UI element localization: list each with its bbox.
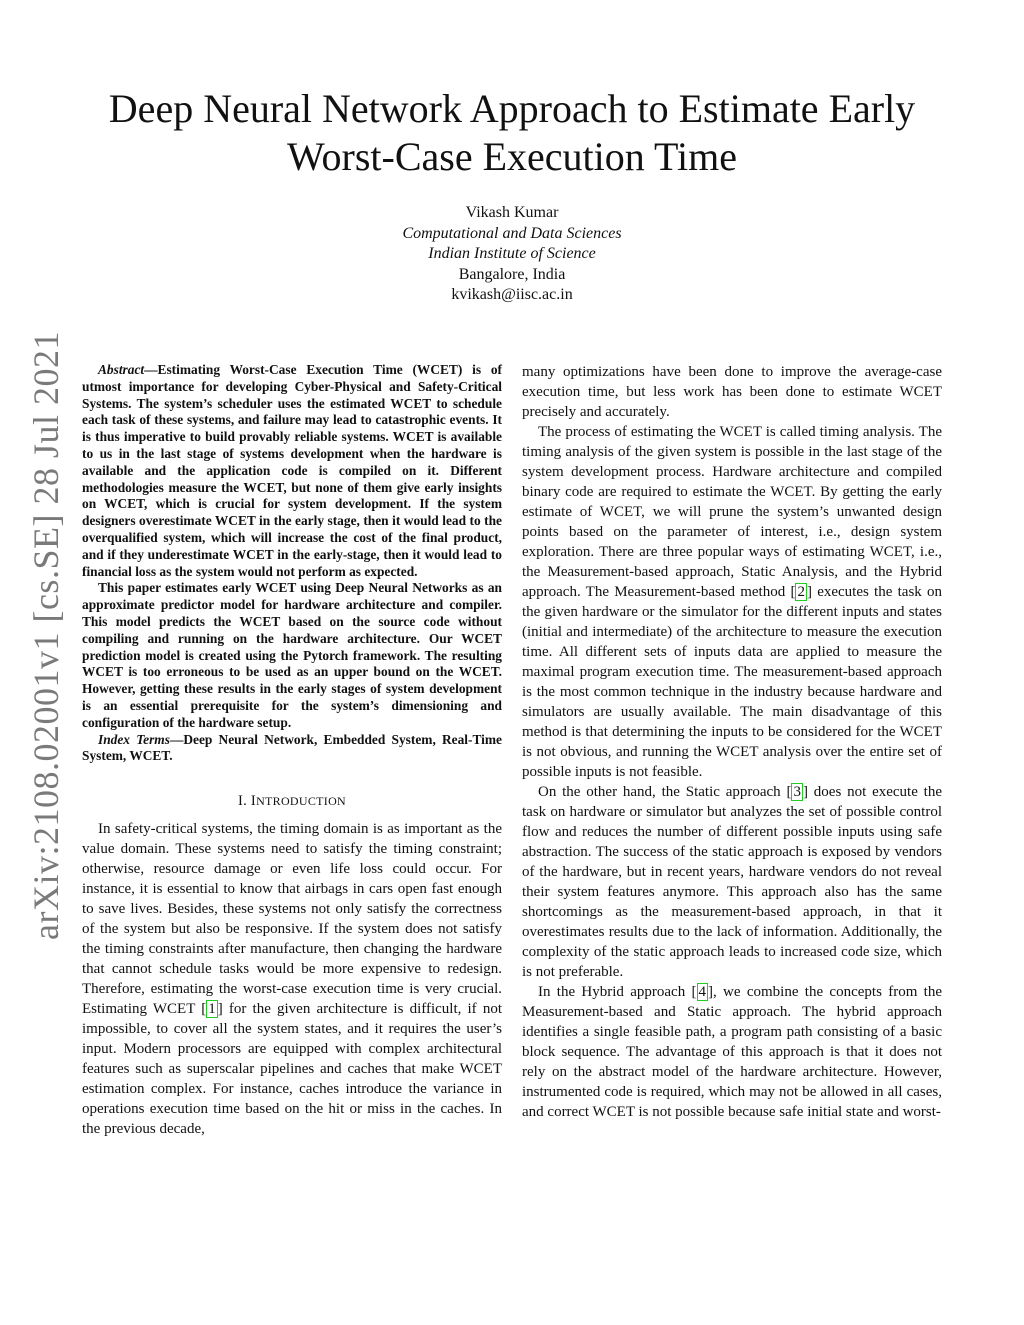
abstract-paragraph-2: This paper estimates early WCET using Deep Neural Networks as an approximate predictor model for hardware architecture and compiler. This model predicts the WCET based on the source code without compiling and running on the hardware architecture. Our WCET prediction model is created using the Pytorch framework. The resulting WCET is too erroneous to be used as an upper bound on the WCET. However, getting these results in the early stages of system development is an essential prerequisite for the system’s dimensioning and configuration of the hardware setup. — [82, 580, 502, 730]
arxiv-identifier: arXiv:2108.02001v1 [cs.SE] 28 Jul 2021 — [26, 331, 66, 940]
index-terms-label: Index Terms — [98, 731, 170, 747]
citation-link[interactable]: 1 — [208, 1001, 216, 1018]
author-location: Bangalore, India — [458, 265, 566, 283]
author-department: Computational and Data Sciences — [402, 224, 622, 242]
citation-link[interactable]: 2 — [797, 584, 805, 600]
right-paragraph-0: many optimizations have been done to improve the average-case execution time, but less work has been done to estimate WCET precisely and accurately. — [522, 364, 942, 420]
author-block — [312, 203, 712, 306]
author-email[interactable]: kvikash@iisc.ac.in — [451, 286, 573, 303]
index-terms: Index Terms—Deep Neural Network, Embedded System, Real-Time System, WCET. — [82, 731, 502, 764]
right-paragraph-3: In the Hybrid approach [ 4 ], we combine the concepts from the Measurement-based and Static approach. The hybrid approach identifies a single feasible path, a program path consisting of a basic block sequence. The advantage of this approach is that it does not rely on the abstract model of the hardware architecture. However, instrumented code is required, which may not be allowed in all cases, and correct WCET is not possible because safe initial state and worst- — [522, 984, 942, 1120]
abstract-paragraph-1: Abstract—Estimating Worst-Case Execution Time (WCET) is of utmost importance for developing Cyber-Physical and Safety-Critical Systems. The system’s scheduler uses the estimated WCET to schedule each task of these systems, and failure may lead to catastrophic events. It is thus imperative to build provably reliable systems. WCET is available to us in the last stage of systems development when the hardware is available and the application code is compiled on it. Different methodologies measure the WCET, but none of them give early insights on WCET, which is crucial for system development. If the system designers overestimate WCET in the early stage, then it would lead to the overqualified system, which will increase the cost of the final product, and if they underestimate WCET in the early-stage, then it would lead to financial loss as the system would not perform as expected. — [82, 362, 502, 579]
author-institute: Indian Institute of Science — [428, 245, 596, 262]
right-paragraph-1: The process of estimating the WCET is called timing analysis. The timing analysis of the given system is possible in the last stage of the system development process. Hardware architecture and compiled binary code are required to estimate the WCET. By getting the early estimate of WCET, we will prune the system’s unwanted design points based on the parameter of interest, i.e., design system exploration. There are three popular ways of estimating WCET, i.e., the Measurement-based approach, Static Analysis, and the Hybrid approach. The Measurement-based method [ 2 ] executes the task on the given hardware or the simulator for the different inputs and states (initial and intermediate) of the architecture to measure the execution time. All different sets of inputs data are applied to measure the maximal program execution time. The measurement-based approach is the most common technique in the industry because hardware and simulators are usually available. The main disadvantage of this method is that determining the inputs to be considered for the WCET is not obvious, and running the WCET analysis over the entire set of possible inputs is not feasible. — [522, 424, 943, 780]
right-paragraph-2: On the other hand, the Static approach [ 3 ] does not execute the task on hardware or simulator but analyzes the set of possible control flow and reduces the number of different possible inputs using safe abstraction. The success of the static approach is exposed by vendors of the hardware, but in recent years, hardware vendors do not reveal their system features anymore. This approach also has the same shortcomings as the measurement-based approach, in that it overestimates results due to the lack of information. Additionally, the complexity of the static approach leads to increased code size, which is not preferable. — [522, 784, 942, 980]
citation-link[interactable]: 4 — [698, 984, 706, 1000]
citation-link[interactable]: 3 — [793, 784, 801, 800]
section-heading-introduction: I. INTRODUCTION — [237, 793, 347, 810]
abstract-label: Abstract — [98, 362, 145, 377]
left-column — [82, 362, 502, 1139]
right-column — [522, 362, 942, 1122]
paper-title: Deep Neural Network Approach to Estimate Early Worst-Case Execution Time — [108, 86, 916, 179]
intro-paragraph-1: In safety-critical systems, the timing domain is as important as the value domain. These systems need to satisfy the timing constraint; otherwise, resource damage or even life loss could occur. For instance, it is essential to know that airbags in cars open fast enough to save lives. Besides, these systems not only satisfy the correctness of the system but also be responsive. If the system does not satisfy the timing constraints after manufacture, then changing the hardware that cannot schedule tasks would be more expensive to redesign. Therefore, estimating the worst-case execution time is very crucial. Estimating WCET [ 1 ] for the given architecture is difficult, if not impossible, to cover all the system states, and it requires the user’s input. Modern processors are equipped with complex architectural features such as superscalar pipelines and caches that make WCET estimation complex. For instance, caches introduce the variance in operations execution time based on the hit or miss in the caches. In the previous decade, — [82, 821, 502, 1138]
author-name: Vikash Kumar — [465, 204, 559, 221]
abstract — [82, 362, 502, 765]
